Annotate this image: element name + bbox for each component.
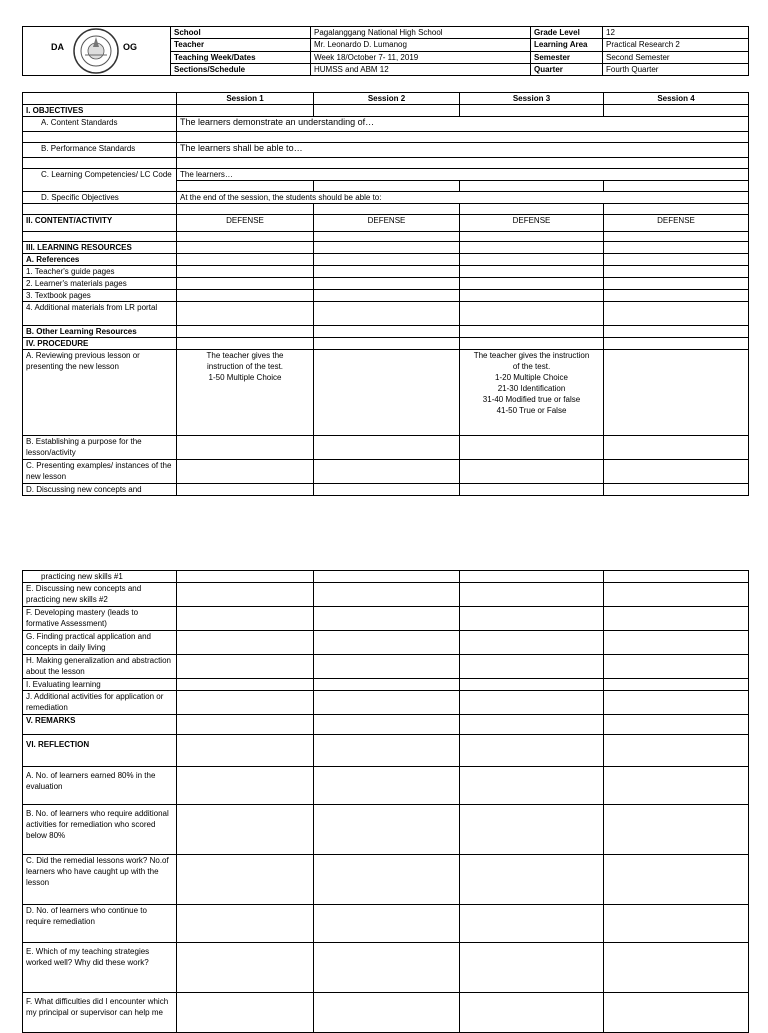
label-school: School	[171, 27, 311, 39]
session-1-instructions: The teacher gives the instruction of the test. 1-50 Multiple Choice	[177, 350, 314, 436]
procedure-g-label: G. Finding practical application and concepts in daily living	[23, 631, 177, 655]
performance-standards-text: The learners shall be able to…	[177, 143, 749, 158]
session-3-instructions: The teacher gives the instruction of the test. 1-20 Multiple Choice 21-30 Identification 31-40 Modified true or false 41-50 True or False	[460, 350, 604, 436]
session-3-header: Session 3	[460, 93, 604, 105]
reflection-f-label: F. What difficulties did I encounter which my principal or supervisor can help me	[23, 993, 177, 1033]
procedure-d-label: D. Discussing new concepts and	[23, 484, 177, 496]
content-standards-text: The learners demonstrate an understanding of…	[177, 117, 749, 132]
procedure-f-label: F. Developing mastery (leads to formative Assessment)	[23, 607, 177, 631]
label-semester: Semester	[531, 51, 603, 63]
lesson-plan-table	[22, 92, 749, 496]
procedure-j-label: J. Additional activities for application or remediation	[23, 691, 177, 715]
reflection-e-label: E. Which of my teaching strategies worked well? Why did these work?	[23, 943, 177, 993]
lesson-plan-table-continued	[22, 570, 749, 1033]
reflection-d-label: D. No. of learners who continue to require remediation	[23, 905, 177, 943]
procedure-title: IV. PROCEDURE	[23, 338, 177, 350]
value-grade-level: 12	[603, 27, 749, 39]
value-quarter: Fourth Quarter	[603, 63, 749, 75]
procedure-b-label: B. Establishing a purpose for the lesson/activity	[23, 436, 177, 460]
procedure-a-label: A. Reviewing previous lesson or presenting the new lesson	[23, 350, 177, 436]
procedure-e-label: E. Discussing new concepts and practicing new skills #2	[23, 583, 177, 607]
session-2-content: DEFENSE	[314, 215, 460, 232]
session-1-content: DEFENSE	[177, 215, 314, 232]
session-4-content: DEFENSE	[604, 215, 749, 232]
value-teacher: Mr. Leonardo D. Lumanog	[311, 39, 531, 51]
label-grade-level: Grade Level	[531, 27, 603, 39]
procedure-c-label: C. Presenting examples/ instances of the new lesson	[23, 460, 177, 484]
content-standards-label: A. Content Standards	[23, 117, 177, 132]
remarks-title: V. REMARKS	[23, 715, 177, 735]
value-teaching-week: Week 18/October 7- 11, 2019	[311, 51, 531, 63]
reflection-c-label: C. Did the remedial lessons work? No.of learners who have caught up with the lesson	[23, 855, 177, 905]
label-sections: Sections/Schedule	[171, 63, 311, 75]
learning-resources-title: III. LEARNING RESOURCES	[23, 242, 177, 254]
label-quarter: Quarter	[531, 63, 603, 75]
label-learning-area: Learning Area	[531, 39, 603, 51]
references-label: A. References	[23, 254, 177, 266]
header-info-table	[22, 26, 749, 76]
session-3-content: DEFENSE	[460, 215, 604, 232]
content-activity-title: II. CONTENT/ACTIVITY	[23, 215, 177, 232]
school-logo-cell	[23, 27, 171, 76]
other-resources-label: B. Other Learning Resources	[23, 326, 177, 338]
value-sections: HUMSS and ABM 12	[311, 63, 531, 75]
performance-standards-label: B. Performance Standards	[23, 143, 177, 158]
procedure-h-label: H. Making generalization and abstraction about the lesson	[23, 655, 177, 679]
logo-text-right: OG	[123, 42, 138, 52]
procedure-d-continued: practicing new skills #1	[23, 571, 177, 583]
reflection-a-label: A. No. of learners earned 80% in the evaluation	[23, 767, 177, 805]
resource-item: 3. Textbook pages	[23, 290, 177, 302]
specific-objectives-label: D. Specific Objectives	[23, 192, 177, 204]
label-teacher: Teacher	[171, 39, 311, 51]
specific-objectives-text: At the end of the session, the students should be able to:	[177, 192, 749, 204]
competencies-text: The learners…	[177, 169, 749, 181]
session-4-header: Session 4	[604, 93, 749, 105]
label-teaching-week: Teaching Week/Dates	[171, 51, 311, 63]
school-seal-icon	[71, 27, 121, 75]
objectives-title: I. OBJECTIVES	[23, 105, 177, 117]
value-school: Pagalanggang National High School	[311, 27, 531, 39]
reflection-b-label: B. No. of learners who require additional activities for remediation who scored below 80%	[23, 805, 177, 855]
competencies-label: C. Learning Competencies/ LC Code	[23, 169, 177, 192]
value-semester: Second Semester	[603, 51, 749, 63]
value-learning-area: Practical Research 2	[603, 39, 749, 51]
reflection-title: VI. REFLECTION	[23, 735, 177, 767]
resource-item: 4. Additional materials from LR portal	[23, 302, 177, 326]
resource-item: 1. Teacher's guide pages	[23, 266, 177, 278]
resource-item: 2. Learner's materials pages	[23, 278, 177, 290]
procedure-i-label: I. Evaluating learning	[23, 679, 177, 691]
logo-text-left: DA	[51, 42, 64, 52]
session-2-header: Session 2	[314, 93, 460, 105]
session-1-header: Session 1	[177, 93, 314, 105]
